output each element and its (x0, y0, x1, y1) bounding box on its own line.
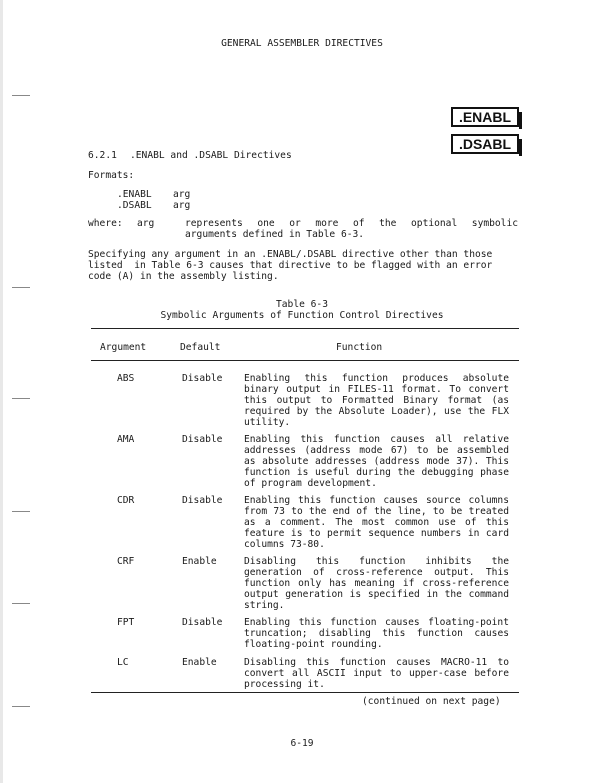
enabl-tab: .ENABL (451, 107, 519, 127)
table-cell-function: Enabling this function produces absolute binary output in FILES-11 format. To convert this output to Formatted Binary format (as required by the Absolute Loader), use the FLX utility. (244, 373, 509, 428)
table-cell-default: Enable (182, 657, 217, 668)
where-text-line: arguments defined in Table 6-3. (185, 229, 365, 240)
table-cell-argument: FPT (117, 617, 135, 628)
running-header: GENERAL ASSEMBLER DIRECTIVES (221, 38, 383, 49)
table-cell-function: Enabling this function causes floating-point truncation; disabling this function causes floating-point rounding. (244, 617, 509, 650)
section-number: 6.2.1 (88, 150, 117, 161)
format-directive: .ENABL (117, 189, 152, 200)
table-cell-function: Disabling this function inhibits the generation of cross-reference output. This function only has meaning if cross-reference output generation is specified in the command string. (244, 556, 509, 611)
body-paragraph-line: listed in Table 6-3 causes that directive to be flagged with an error (88, 260, 493, 271)
format-directive: .DSABL (117, 200, 152, 211)
table-cell-default: Enable (182, 556, 217, 567)
table-cell-argument: CDR (117, 495, 135, 506)
where-text-line: represents one or more of the optional symbolic (185, 218, 518, 229)
table-cell-default: Disable (182, 373, 223, 384)
margin-mark (12, 511, 30, 513)
margin-mark (12, 95, 30, 97)
table-cell-default: Disable (182, 495, 223, 506)
table-cell-function: Disabling this function causes MACRO-11 to convert all ASCII input to upper-case before processing it. (244, 657, 509, 690)
table-top-rule (91, 328, 519, 329)
page-number: 6-19 (290, 738, 314, 749)
margin-mark (12, 287, 30, 289)
table-cell-function: Enabling this function causes all relative addresses (address mode 67) to be assembled as absolute addresses (address mode 37). This function is useful during the debugging phase of program development. (244, 434, 509, 489)
table-cell-argument: LC (117, 657, 129, 668)
table-header-rule (91, 360, 519, 361)
margin-mark (12, 603, 30, 605)
format-arg: arg (173, 200, 191, 211)
dsabl-tab: .DSABL (451, 134, 519, 154)
where-arg: arg (137, 218, 155, 229)
column-header-function: Function (336, 342, 383, 353)
table-bottom-rule (91, 692, 519, 693)
table-cell-default: Disable (182, 434, 223, 445)
table-cell-argument: AMA (117, 434, 135, 445)
table-cell-default: Disable (182, 617, 223, 628)
table-cell-function: Enabling this function causes source columns from 73 to the end of the line, to be treated as a comment. The most common use of this feature is to permit sequence numbers in card columns 73-80. (244, 495, 509, 550)
format-arg: arg (173, 189, 191, 200)
table-cell-argument: ABS (117, 373, 135, 384)
margin-mark (12, 398, 30, 400)
body-paragraph-line: Specifying any argument in an .ENABL/.DSABL directive other than those (88, 249, 493, 260)
column-header-default: Default (180, 342, 221, 353)
table-cell-argument: CRF (117, 556, 135, 567)
table-caption: Symbolic Arguments of Function Control Directives (160, 310, 444, 321)
section-title: .ENABL and .DSABL Directives (130, 150, 292, 161)
page-edge (0, 0, 3, 783)
margin-mark (12, 706, 30, 708)
body-paragraph-line: code (A) in the assembly listing. (88, 271, 279, 282)
where-label: where: (88, 218, 123, 229)
formats-label: Formats: (88, 170, 135, 181)
continued-note: (continued on next page) (362, 696, 501, 707)
column-header-argument: Argument (100, 342, 147, 353)
table-number: Table 6-3 (276, 299, 328, 310)
